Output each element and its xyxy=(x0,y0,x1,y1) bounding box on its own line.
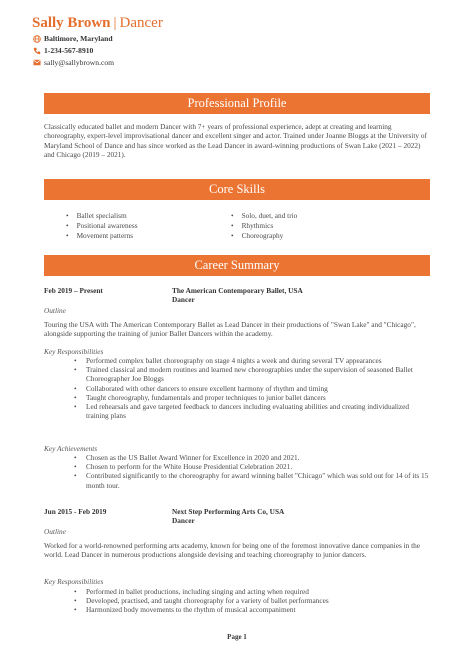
responsibilities-list xyxy=(86,587,432,615)
phone-text: 1-234-567-8910 xyxy=(44,46,94,55)
list-item: • Developed, practised, and taught choreography for a variety of ballet performances xyxy=(86,596,432,605)
skills-section-title: Core Skills xyxy=(44,179,430,200)
responsibilities-label: Key Responsibilities xyxy=(44,347,104,356)
job-position: Dancer xyxy=(172,516,195,525)
achievements-label: Key Achievements xyxy=(44,444,98,453)
candidate-role: Dancer xyxy=(119,15,163,31)
profile-section-title: Professional Profile xyxy=(44,93,430,114)
list-item: • Collaborated with other dancers to ensure excellent harmony of rhythm and timing xyxy=(86,384,432,393)
email-link[interactable]: sally@sallybrown.com xyxy=(44,58,115,67)
responsibilities-label: Key Responsibilities xyxy=(44,577,104,586)
candidate-name: Sally Brown xyxy=(32,15,111,31)
skill-item: • Movement patterns xyxy=(66,231,231,241)
list-item: • Taught choreography, fundamentals and proper techniques to junior ballet dancers xyxy=(86,393,432,402)
resume-header xyxy=(32,14,163,68)
envelope-icon xyxy=(32,58,41,67)
job-company: The American Contemporary Ballet, USA xyxy=(172,286,303,295)
list-item: • Performed complex ballet choreography on stage 4 nights a week and during several TV appearances xyxy=(86,356,432,365)
list-item: • Harmonized body movements to the rhythm of musical accompaniment xyxy=(86,605,432,614)
contact-email[interactable] xyxy=(32,57,163,68)
skills-list xyxy=(66,211,396,241)
achievements-list xyxy=(86,453,432,490)
skill-item: • Ballet specialism xyxy=(66,211,231,221)
job-dates: Feb 2019 – Present xyxy=(44,286,103,295)
name-separator: | xyxy=(113,15,117,31)
career-section-title: Career Summary xyxy=(44,255,430,276)
list-item: • Trained classical and modern routines and learned new choreographies under the supervision of seasoned Ballet Choreographer Joe Bloggs xyxy=(86,365,432,383)
skill-item: • Solo, duet, and trio xyxy=(231,211,396,221)
name-line xyxy=(32,14,163,32)
responsibilities-list xyxy=(86,356,432,420)
list-item: • Chosen as the US Ballet Award Winner for Excellence in 2020 and 2021. xyxy=(86,453,432,462)
list-item: • Chosen to perform for the White House Presidential Celebration 2021. xyxy=(86,462,432,471)
profile-text: Classically educated ballet and modern Dancer with 7+ years of professional experience, adept at creating and learning choreography, expert-level improvisational dancer and excellent singer and actor. Trained under Joanne Bloggs at the University of Maryland School of Dance and has since worked as the Lead Dancer in award-winning productions of Swan Lake (2021 – 2022) and Chicago (2019 – 2021). xyxy=(44,122,427,160)
list-item: • Performed in ballet productions, including singing and acting when required xyxy=(86,587,432,596)
skills-column-right xyxy=(231,211,396,241)
job-company: Next Step Performing Arts Co, USA xyxy=(172,507,285,516)
location-text: Baltimore, Maryland xyxy=(44,34,113,43)
job-position: Dancer xyxy=(172,295,195,304)
list-item: • Contributed significantly to the choreography for award winning ballet "Chicago" which was sold out for 14 of its 15 month tour. xyxy=(86,471,432,489)
outline-label: Outline xyxy=(44,306,66,315)
job-dates: Jun 2015 - Feb 2019 xyxy=(44,507,107,516)
contact-phone xyxy=(32,45,163,56)
page-number: Page 1 xyxy=(227,633,247,641)
skill-item: • Choreography xyxy=(231,231,396,241)
list-item: • Led rehearsals and gave targeted feedback to dancers including evaluating abilities and creating individualized training plans xyxy=(86,402,432,420)
contact-location xyxy=(32,33,163,44)
job-outline: Worked for a world-renowned performing arts academy, known for being one of the foremost innovative dance companies in the world. Lead Dancer in numerous productions alongside devising and teaching choreography to junior dancers. xyxy=(44,541,421,560)
outline-label: Outline xyxy=(44,527,66,536)
globe-icon xyxy=(32,34,41,43)
phone-icon xyxy=(32,46,41,55)
skills-column-left xyxy=(66,211,231,241)
skill-item: • Rhythmics xyxy=(231,221,396,231)
job-outline: Touring the USA with The American Contemporary Ballet as Lead Dancer in their productions of "Swan Lake" and "Chicago", alongside supporting the training of junior Ballet Dancers within the academy. xyxy=(44,320,416,339)
skill-item: • Positional awareness xyxy=(66,221,231,231)
